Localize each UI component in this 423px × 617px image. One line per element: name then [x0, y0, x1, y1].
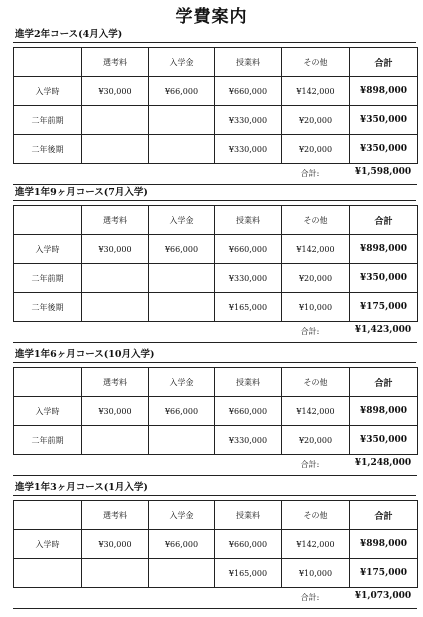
row-label: 二年後期: [14, 135, 82, 164]
row-total: ¥350,000: [350, 264, 418, 293]
table-cell: [82, 135, 149, 164]
table-row: [14, 106, 418, 135]
header-cell: 入学金: [149, 501, 215, 530]
table-cell: ¥660,000: [215, 397, 282, 426]
row-total: ¥898,000: [350, 235, 418, 264]
row-label: 二年前期: [14, 426, 82, 455]
header-cell: [14, 206, 82, 235]
page-title: 学費案内: [175, 7, 248, 27]
fee-table: [13, 47, 418, 164]
header-cell: 入学金: [149, 48, 215, 77]
row-label: 二年前期: [14, 106, 82, 135]
sum-row: [13, 455, 417, 476]
table-row: [14, 397, 418, 426]
sum-row: [13, 588, 417, 609]
table-cell: ¥30,000: [82, 397, 149, 426]
table-header-row: [14, 501, 418, 530]
sum-value: ¥1,073,000: [354, 591, 412, 601]
table-cell: ¥330,000: [215, 426, 282, 455]
table-cell: [149, 426, 215, 455]
row-label: 入学時: [14, 77, 82, 106]
sum-label: 合計:: [300, 460, 320, 469]
header-cell: 授業料: [215, 206, 282, 235]
row-total: ¥350,000: [350, 106, 418, 135]
table-cell: ¥20,000: [282, 106, 350, 135]
table-cell: ¥165,000: [215, 559, 282, 588]
header-cell: その他: [282, 48, 350, 77]
header-cell: [14, 501, 82, 530]
header-cell: その他: [282, 206, 350, 235]
sum-row: [13, 322, 417, 343]
table-cell: [149, 135, 215, 164]
course-section: [13, 348, 416, 476]
table-cell: ¥66,000: [149, 530, 215, 559]
table-cell: [149, 293, 215, 322]
section-title: 進学1年6ヶ月コース(10月入学): [15, 349, 155, 360]
header-cell: [14, 48, 82, 77]
header-cell: 合計: [350, 48, 418, 77]
table-cell: [149, 559, 215, 588]
row-total: ¥350,000: [350, 426, 418, 455]
section-divider: [13, 200, 416, 201]
row-total: ¥898,000: [350, 397, 418, 426]
row-total: ¥898,000: [350, 530, 418, 559]
table-cell: ¥142,000: [282, 397, 350, 426]
table-row: [14, 264, 418, 293]
sum-row: [13, 164, 417, 185]
header-cell: 選考料: [82, 206, 149, 235]
section-divider: [13, 495, 416, 496]
sum-value: ¥1,423,000: [354, 325, 412, 335]
table-cell: ¥20,000: [282, 264, 350, 293]
course-section: [13, 481, 416, 609]
table-cell: ¥660,000: [215, 77, 282, 106]
table-cell: [82, 559, 149, 588]
table-row: [14, 426, 418, 455]
table-cell: [82, 264, 149, 293]
table-cell: [149, 264, 215, 293]
header-cell: 授業料: [215, 501, 282, 530]
table-cell: [82, 293, 149, 322]
header-cell: 授業料: [215, 48, 282, 77]
sum-label: 合計:: [300, 169, 320, 178]
table-cell: ¥330,000: [215, 106, 282, 135]
table-cell: [149, 106, 215, 135]
row-label: [14, 559, 82, 588]
header-cell: その他: [282, 501, 350, 530]
row-label: 入学時: [14, 235, 82, 264]
row-total: ¥898,000: [350, 77, 418, 106]
table-header-row: [14, 206, 418, 235]
table-cell: ¥330,000: [215, 264, 282, 293]
table-row: [14, 530, 418, 559]
row-total: ¥175,000: [350, 559, 418, 588]
table-cell: [82, 106, 149, 135]
table-cell: ¥142,000: [282, 77, 350, 106]
header-cell: 合計: [350, 206, 418, 235]
header-cell: 選考料: [82, 368, 149, 397]
table-row: [14, 135, 418, 164]
table-cell: ¥66,000: [149, 397, 215, 426]
row-label: 二年後期: [14, 293, 82, 322]
table-cell: ¥165,000: [215, 293, 282, 322]
section-title: 進学2年コース(4月入学): [15, 29, 123, 40]
section-title: 進学1年3ヶ月コース(1月入学): [15, 482, 148, 493]
header-cell: [14, 368, 82, 397]
table-header-row: [14, 48, 418, 77]
table-cell: [82, 426, 149, 455]
header-cell: 入学金: [149, 206, 215, 235]
fee-table: [13, 205, 418, 322]
fee-table: [13, 367, 418, 455]
header-cell: 合計: [350, 368, 418, 397]
section-divider: [13, 362, 416, 363]
table-cell: ¥66,000: [149, 77, 215, 106]
table-row: [14, 235, 418, 264]
row-label: 入学時: [14, 397, 82, 426]
header-cell: その他: [282, 368, 350, 397]
sum-label: 合計:: [300, 593, 320, 602]
row-label: 入学時: [14, 530, 82, 559]
table-cell: ¥10,000: [282, 293, 350, 322]
section-title: 進学1年9ヶ月コース(7月入学): [15, 187, 148, 198]
header-cell: 選考料: [82, 48, 149, 77]
sum-value: ¥1,598,000: [354, 167, 412, 177]
sum-label: 合計:: [300, 327, 320, 336]
table-cell: ¥66,000: [149, 235, 215, 264]
table-row: [14, 293, 418, 322]
table-cell: ¥330,000: [215, 135, 282, 164]
sum-value: ¥1,248,000: [354, 458, 412, 468]
table-row: [14, 77, 418, 106]
row-total: ¥350,000: [350, 135, 418, 164]
header-cell: 授業料: [215, 368, 282, 397]
table-cell: ¥30,000: [82, 235, 149, 264]
table-cell: ¥142,000: [282, 530, 350, 559]
course-section: [13, 28, 416, 185]
table-cell: ¥30,000: [82, 77, 149, 106]
table-cell: ¥20,000: [282, 135, 350, 164]
row-total: ¥175,000: [350, 293, 418, 322]
course-section: [13, 186, 416, 343]
table-cell: ¥20,000: [282, 426, 350, 455]
table-cell: ¥660,000: [215, 235, 282, 264]
table-cell: ¥142,000: [282, 235, 350, 264]
header-cell: 選考料: [82, 501, 149, 530]
fee-table: [13, 500, 418, 588]
table-cell: ¥10,000: [282, 559, 350, 588]
header-cell: 入学金: [149, 368, 215, 397]
table-header-row: [14, 368, 418, 397]
table-cell: ¥30,000: [82, 530, 149, 559]
section-divider: [13, 42, 416, 43]
header-cell: 合計: [350, 501, 418, 530]
table-row: [14, 559, 418, 588]
table-cell: ¥660,000: [215, 530, 282, 559]
row-label: 二年前期: [14, 264, 82, 293]
